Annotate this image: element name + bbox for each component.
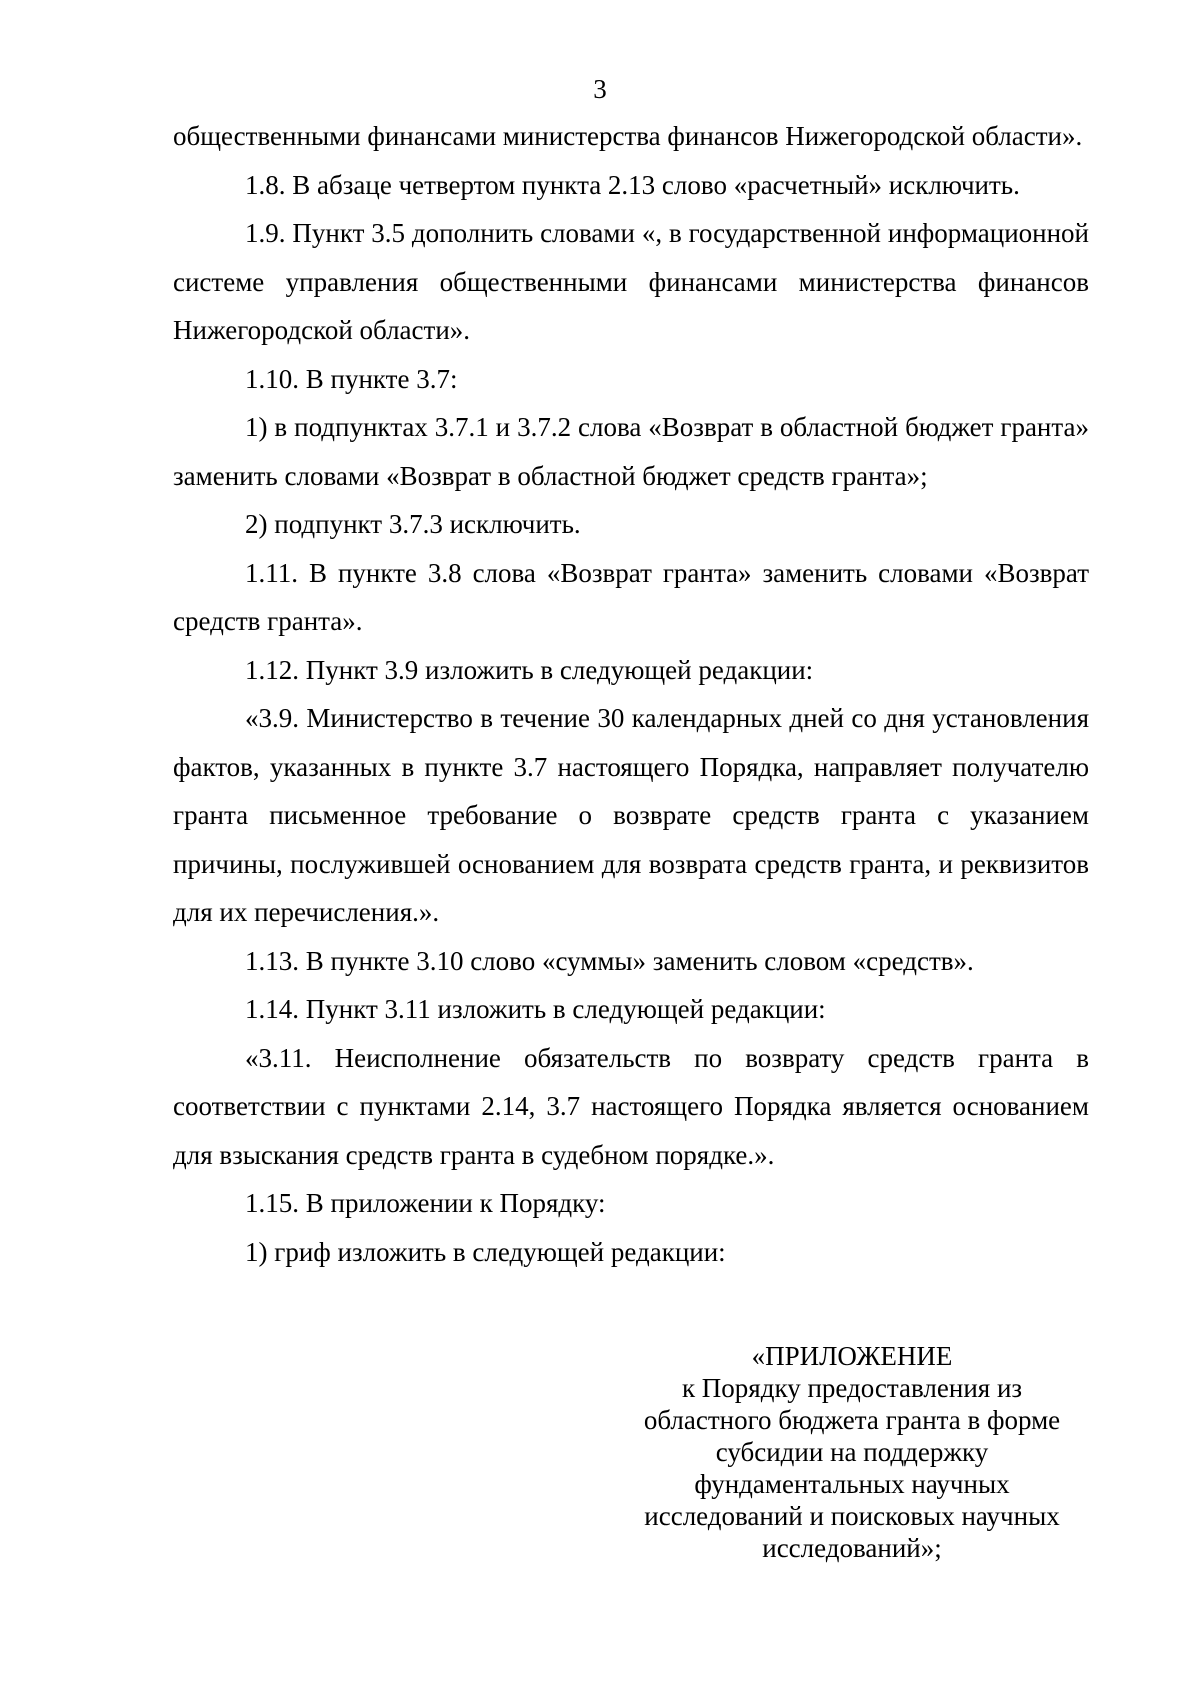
appendix-line: областного бюджета гранта в форме <box>643 1405 1061 1435</box>
appendix-line: «ПРИЛОЖЕНИЕ <box>751 1341 953 1371</box>
paragraph: 1.15. В приложении к Порядку: <box>245 1188 606 1218</box>
paragraph: 1) в подпунктах 3.7.1 и 3.7.2 слова «Возврат в областной бюджет гранта» заменить словами «Возврат в областной бюджет средств гранта»; <box>173 412 1089 491</box>
paragraph: 2) подпункт 3.7.3 исключить. <box>245 509 581 539</box>
paragraph: 1.8. В абзаце четвертом пункта 2.13 слово «расчетный» исключить. <box>245 169 1020 200</box>
paragraph: 1.10. В пункте 3.7: <box>245 363 458 394</box>
paragraph: 1) гриф изложить в следующей редакции: <box>245 1236 726 1267</box>
paragraph: 1.9. Пункт 3.5 дополнить словами «, в государственной информационной системе управления общественными финансами министерства финансов Нижегородской области». <box>173 218 1089 345</box>
paragraph: «3.11. Неисполнение обязательств по возврату средств гранта в соответствии с пунктами 2.14, 3.7 настоящего Порядка является основанием для взыскания средств гранта в судебном порядке.». <box>173 1042 1089 1170</box>
page-number: 3 <box>593 74 607 104</box>
paragraph: 1.12. Пункт 3.9 изложить в следующей редакции: <box>245 654 814 685</box>
document-body <box>173 112 1089 1276</box>
paragraph: 1.14. Пункт 3.11 изложить в следующей редакции: <box>245 994 826 1024</box>
appendix-stamp <box>615 1340 1089 1564</box>
paragraph: 1.13. В пункте 3.10 слово «суммы» заменить словом «средств». <box>245 945 974 976</box>
appendix-line: исследований»; <box>762 1533 942 1563</box>
appendix-line: фундаментальных научных <box>694 1469 1010 1499</box>
appendix-line: к Порядку предоставления из <box>681 1373 1023 1403</box>
appendix-line: субсидии на поддержку <box>715 1437 989 1467</box>
paragraph: общественными финансами министерства финансов Нижегородской области». <box>173 121 1083 151</box>
paragraph: 1.11. В пункте 3.8 слова «Возврат гранта» заменить словами «Возврат средств гранта». <box>173 557 1089 636</box>
paragraph: «3.9. Министерство в течение 30 календарных дней со дня установления фактов, указанных в пункте 3.7 настоящего Порядка, направляет получателю гранта письменное требование о возврате средств гранта с указанием причины, послужившей основанием для возврата средств гранта, и реквизитов для их перечисления.». <box>173 703 1089 927</box>
appendix-line: исследований и поисковых научных <box>644 1501 1060 1531</box>
